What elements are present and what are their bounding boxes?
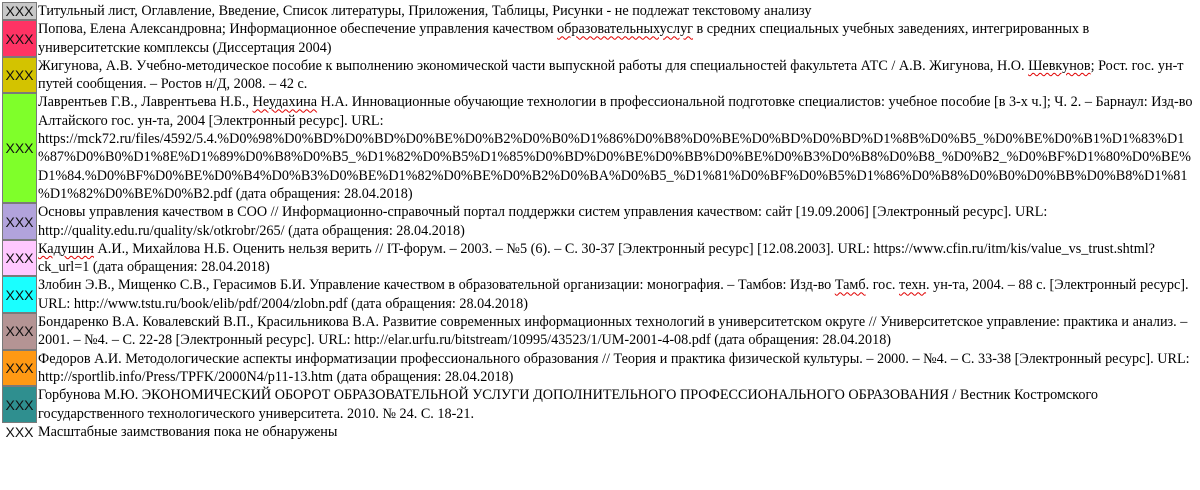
source-color-cell (2, 240, 38, 277)
source-text: ; Рост. гос. ун-т путей сообщения. – Ростов н/Д, 2008. – 42 с. (38, 57, 1184, 93)
source-row (2, 240, 1194, 277)
source-description (38, 313, 1194, 350)
source-color-swatch: XXX (2, 313, 37, 350)
source-color-swatch: XXX (2, 2, 37, 20)
source-text: Титульный лист, Оглавление, Введение, Список литературы, Приложения, Таблицы, Рисунки - не подлежат текстовому анализу (38, 3, 812, 19)
source-row (2, 203, 1194, 240)
source-text: Масштабные заимствования пока не обнаружены (38, 423, 338, 440)
source-text: Лаврентьев Г.В., Лаврентьева Н.Б., (38, 94, 253, 111)
source-color-cell (2, 313, 38, 350)
source-row (2, 20, 1194, 57)
source-row (2, 276, 1194, 313)
source-row (2, 386, 1194, 423)
source-description (38, 20, 1194, 57)
source-description (38, 2, 1194, 20)
source-text: . гос. (865, 277, 900, 294)
source-description (38, 350, 1194, 387)
spellcheck-flagged-word: Шевкунов (1028, 57, 1091, 74)
spellcheck-flagged-word: Тамб (834, 277, 866, 294)
source-color-swatch: XXX (2, 350, 37, 387)
source-row (2, 2, 1194, 20)
spellcheck-flagged-word: техн (899, 277, 927, 294)
spellcheck-flagged-word: Неудахина (252, 94, 318, 111)
source-color-cell (2, 386, 38, 423)
source-color-cell (2, 423, 38, 441)
source-description (38, 93, 1194, 203)
source-row (2, 423, 1194, 441)
spellcheck-flagged-word: образовательныхуслуг (557, 21, 693, 38)
source-text: Жигунова, А.В. Учебно-методическое пособие к выполнению экономической части выпускной работы для специальностей факультета АТС / А.В. Жигунова, Н.О. (38, 57, 1029, 74)
source-text: в средних специальных учебных заведениях, интегрированных в университетские комплексы (Диссертация 2004) (38, 21, 1090, 56)
source-text: Основы управления качеством в СОО // Информационно-справочный портал поддержки систем управления качеством: сайт [19.09.2006] [Электронный ресурс]. URL: http://quality.edu.ru/quality/sk/otkrobr/265/ (дата обращения: 28.04.2018) (38, 204, 1048, 239)
source-color-cell (2, 20, 38, 57)
source-text: Федоров А.И. Методологические аспекты информатизации профессионального образования // Теория и практика физической культуры. – 2000. – №4. – С. 33-38 [Электронный ресурс]. URL: http://sportlib.info/Press/TPFK/2000N4/p11-13.htm (дата обращения: 28.04.2018) (38, 350, 1190, 385)
source-color-swatch: XXX (2, 20, 37, 57)
source-description (38, 386, 1194, 423)
source-description (38, 203, 1194, 240)
source-row (2, 93, 1194, 203)
source-row (2, 313, 1194, 350)
source-color-swatch: XXX (2, 203, 37, 240)
source-color-swatch: XXX (2, 93, 37, 203)
source-text: Горбунова М.Ю. ЭКОНОМИЧЕСКИЙ ОБОРОТ ОБРАЗОВАТЕЛЬНОЙ УСЛУГИ ДОПОЛНИТЕЛЬНОГО ПРОФЕССИОНАЛЬНОГО ОБРАЗОВАНИЯ / Вестник Костромского государственного технологического университета. 2010. № 24. С. 18-21. (38, 387, 1098, 422)
source-legend-body (2, 2, 1194, 441)
source-color-cell (2, 57, 38, 94)
source-color-swatch: XXX (2, 240, 37, 277)
source-color-swatch: XXX (2, 276, 37, 313)
source-description (38, 240, 1194, 277)
source-color-swatch: XXX (2, 423, 37, 441)
source-color-cell (2, 350, 38, 387)
source-color-cell (2, 2, 38, 20)
source-color-swatch: XXX (2, 57, 37, 94)
source-legend-table (2, 2, 1194, 441)
source-description (38, 423, 1194, 441)
source-description (38, 276, 1194, 313)
source-row (2, 57, 1194, 94)
source-color-cell (2, 276, 38, 313)
source-color-swatch: XXX (2, 386, 37, 423)
source-color-cell (2, 93, 38, 203)
spellcheck-flagged-word: Кадушин (38, 240, 94, 257)
source-text: Злобин Э.В., Мищенко С.В., Герасимов Б.И. Управление качеством в образовательной организации: монография. – Тамбов: Изд-во (38, 277, 835, 294)
source-text: Н.А. Инновационные обучающие технологии в профессиональной подготовке специалистов: учебное пособие [в 3-х ч.]; Ч. 2. – Барнаул: Изд-во Алтайского гос. ун-та, 2004 [Электронный ресурс]. URL: https://mck72.ru/files/4592/5.4.%D0%98%D0%BD%D0%BD%D0%BE%D0%B2%D0%B0%D1%86%D0%B8%D0%BE%D0%BD%D0%BD%D1%8B%D0%B5_%D0%BE%D0%B1%D1%83%D1%87%D0%B0%D1%8E%D1%89%D0%B8%D0%B5_%D1%82%D0%B5%D1%85%D0%BD%D0%BE%D0%BB%D0%BE%D0%B3%D0%B8%D0%B8_%D0%B2_%D0%BF%D1%80%D0%BE%D1%84.%D0%BF%D0%BE%D0%B4%D0%B3%D0%BE%D1%82%D0%BE%D0%B2%D0%BA%D0%B5_%D1%81%D0%BF%D0%B5%D1%86%D0%B8%D0%B0%D0%BB%D0%B8%D1%81%D1%82%D0%BE%D0%B2.pdf (дата обращения: 28.04.2018) (38, 94, 1193, 202)
source-text: Попова, Елена Александровна; Информационное обеспечение управления качеством (38, 21, 558, 38)
source-text: А.И., Михайлова Н.Б. Оценить нельзя верить // IT-форум. – 2003. – №5 (6). – С. 30-37 [Электронный ресурс] [12.08.2003]. URL: https://www.cfin.ru/itm/kis/value_vs_trust.shtml?ck_url=1 (дата обращения: 28.04.2018) (38, 240, 1155, 276)
source-description (38, 57, 1194, 94)
source-row (2, 350, 1194, 387)
source-text: Бондаренко В.А. Ковалевский В.П., Красильникова В.А. Развитие современных информационных технологий в университетском округе // Университетское управление: практика и анализ. – 2001. – №4. – С. 22-28 [Электронный ресурс]. URL: http://elar.urfu.ru/bitstream/10995/43523/1/UM-2001-4-08.pdf (дата обращения: 28.04.2018) (38, 314, 1188, 349)
source-text: . ун-та, 2004. – 88 с. [Электронный ресурс]. URL: http://www.tstu.ru/book/elib/pdf/2004/zlobn.pdf (дата обращения: 28.04.2018) (38, 277, 1189, 312)
source-color-cell (2, 203, 38, 240)
